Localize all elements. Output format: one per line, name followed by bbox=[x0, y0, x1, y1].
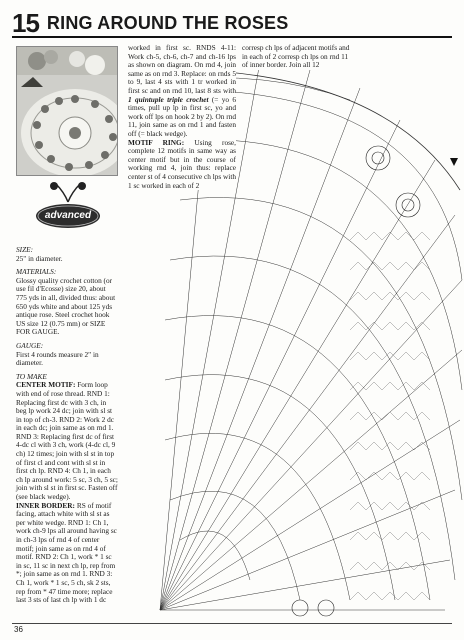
inner-border-heading: INNER BORDER: bbox=[16, 500, 75, 510]
center-motif-text: Form loop with end of rose thread. RND 1: Replacing first dc with 3 ch, in beg lp work 24 dc; join with sl st in top of ch-3. RND 2: Work 2 dc in each dc; join same as on rnd 1. RND 3: Replacing first dc of first 4-dc cl with 3 ch, work (4-dc cl, 9 ch) 12 times; join with sl st in top of first cl and cont with sl st in first ch lp. RND 4: Ch 1, in each ch lp around work: 5 sc, 3 ch, 5 sc; join with sl st in first sc. Fasten off (see black wedge). bbox=[16, 380, 118, 502]
pattern-title: RING AROUND THE ROSES bbox=[46, 13, 289, 33]
pattern-number: 15 bbox=[12, 8, 39, 38]
gauge-heading: GAUGE: bbox=[16, 340, 44, 350]
motif-ring-heading: MOTIF RING: bbox=[128, 137, 185, 147]
join-text: corresp ch lps of adjacent motifs and in each of 2 corresp ch lps on rnd 11 of inner border. Join all 12 bbox=[242, 43, 350, 70]
left-column bbox=[16, 246, 118, 605]
center-motif-paragraph bbox=[16, 381, 118, 501]
pattern-header bbox=[12, 8, 452, 38]
right-top-text bbox=[242, 44, 350, 70]
footer-rule bbox=[12, 623, 452, 624]
doily-photo bbox=[16, 46, 118, 176]
doily-photo-image bbox=[17, 47, 118, 176]
rounds-text-b: (= yo 6 times, pull up lp in first sc, yo and work off lps on hook 2 by 2). On rnd 11, join same as on rnd 1 and fasten off (= black wedge). bbox=[128, 94, 237, 138]
motif-ring-paragraph bbox=[128, 139, 236, 191]
motif-ring-text: Using rose, complete 12 motifs in same way as center motif but in the course of working rnd 4, join thus: replace center st of 4 consecutive ch lps with 1 sc worked in each of 2 bbox=[128, 137, 237, 190]
skill-level-label: advanced bbox=[44, 210, 92, 221]
inner-border-paragraph bbox=[16, 502, 118, 605]
materials-heading: MATERIALS: bbox=[16, 267, 57, 277]
materials-text: Glossy quality crochet cotton (or use fil d'Ecosse) size 20, about 775 yds in all, divided thus: about 650 yds white and about 125 yds antique rose. Steel crochet hook US size 12 (0.75 mm) or SIZE FOR GAUGE. bbox=[16, 275, 116, 337]
size-text: 25" in diameter. bbox=[16, 253, 63, 263]
gauge-text: First 4 rounds measure 2" in diameter. bbox=[16, 349, 99, 368]
to-make-heading: TO MAKE bbox=[16, 371, 47, 381]
rounds-text-a: worked in first sc. RNDS 4-11: Work ch-5, ch-6, ch-7 and ch-16 lps as shown on diagram. On rnd 4, join same as on rnd 3. Replace: on rnds 5 to 9, last 4 sts with 1 tr worked in first sc and on rnd 10, last 8 sts with bbox=[128, 43, 236, 95]
skill-level-badge bbox=[28, 180, 108, 242]
page-number: 36 bbox=[14, 625, 23, 634]
size-heading: SIZE: bbox=[16, 245, 34, 254]
middle-column bbox=[128, 44, 236, 190]
inner-border-text: RS of motif facing, attach white with sl st as per white wedge. RND 1: Ch 1, work ch-9 lps all around having sc in ch-3 lps of rnd 4 of center motif; join same as on rnd 4 of motif. RND 2: Ch 1, work * 1 sc in sc, 11 sc in next ch lp, rep from *; join same as on rnd 1. RND 3: Ch 1, work * 1 sc, 5 ch, sk 2 sts, rep from * 47 time more; replace last 3 sts of last ch lp with 1 dc bbox=[16, 500, 117, 605]
center-motif-heading: CENTER MOTIF: bbox=[16, 380, 76, 390]
quintuple-term: 1 quintuple triple crochet bbox=[128, 94, 209, 104]
